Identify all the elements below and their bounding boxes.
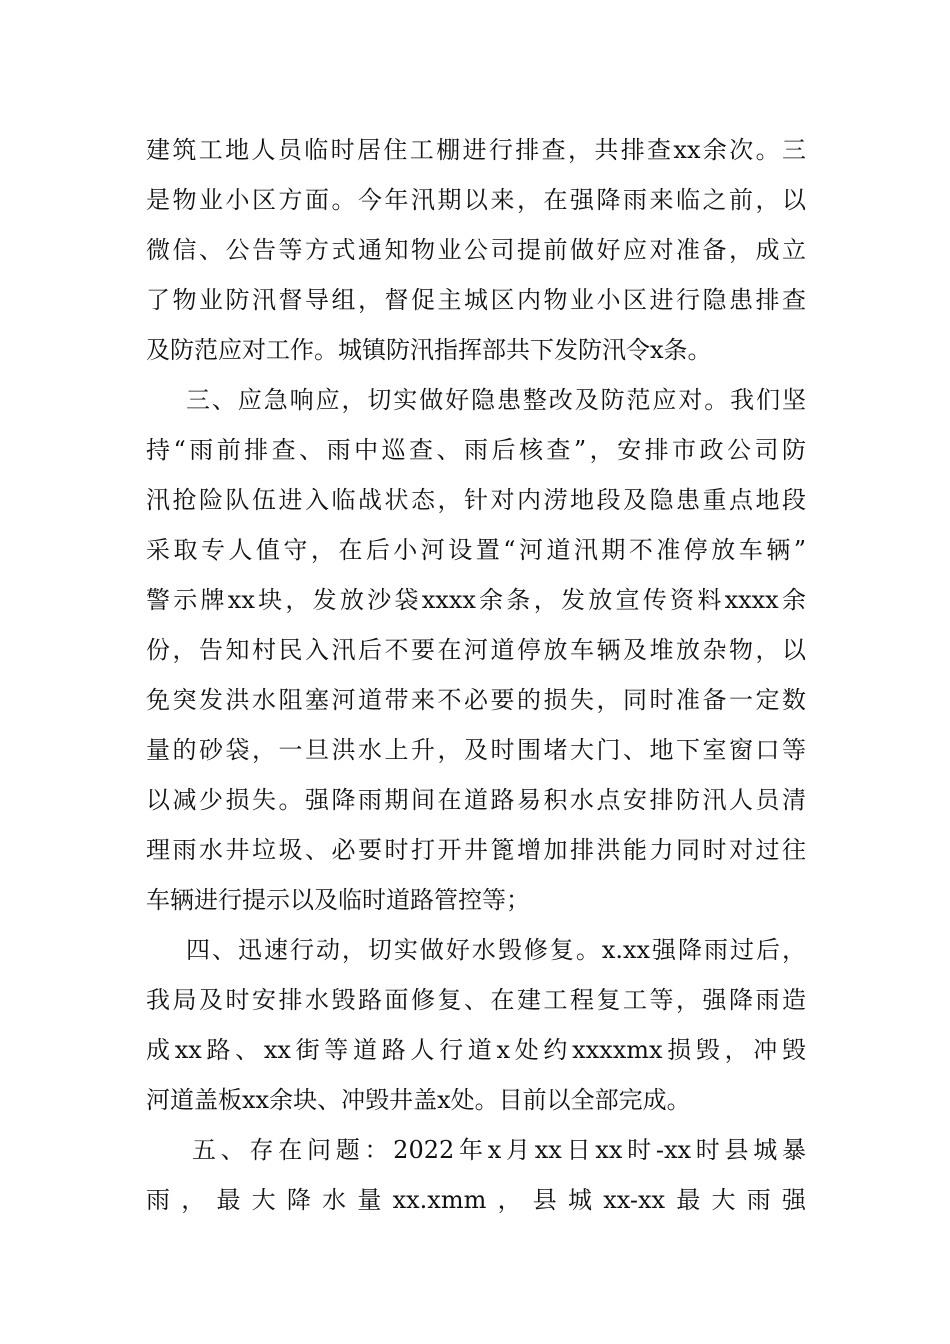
paragraph-line: 微信、公告等方式通知物业公司提前做好应对准备，成立 xyxy=(146,236,806,264)
section-heading-line: 四、迅速行动，切实做好水毁修复。x.xx强降雨过后， xyxy=(186,936,806,964)
paragraph-line: 我局及时安排水毁路面修复、在建工程复工等，强降雨造 xyxy=(146,986,806,1014)
paragraph-line: 车辆进行提示以及临时道路管控等； xyxy=(146,886,530,914)
paragraph-line: 采取专人值守，在后小河设置“河道汛期不准停放车辆” xyxy=(146,536,806,564)
paragraph-line: 雨，最大降水量xx.xmm，县城xx-xx最大雨强 xyxy=(146,1186,806,1214)
section-heading-line: 三、应急响应，切实做好隐患整改及防范应对。我们坚 xyxy=(186,386,806,414)
paragraph-line: 免突发洪水阻塞河道带来不必要的损失，同时准备一定数 xyxy=(146,686,806,714)
paragraph-line: 量的砂袋，一旦洪水上升，及时围堵大门、地下室窗口等 xyxy=(146,736,806,764)
paragraph-line: 及防范应对工作。城镇防汛指挥部共下发防汛令x条。 xyxy=(146,336,712,364)
paragraph-line: 份，告知村民入汛后不要在河道停放车辆及堆放杂物，以 xyxy=(146,636,806,664)
paragraph-line: 河道盖板xx余块、冲毁井盖x处。目前以全部完成。 xyxy=(146,1086,691,1114)
paragraph-line: 持“雨前排查、雨中巡查、雨后核查”，安排市政公司防 xyxy=(146,436,806,464)
paragraph-line: 理雨水井垃圾、必要时打开井篦增加排洪能力同时对过往 xyxy=(146,836,806,864)
paragraph-line: 警示牌xx块，发放沙袋xxxx余条，发放宣传资料xxxx余 xyxy=(146,586,806,614)
paragraph-line: 了物业防汛督导组，督促主城区内物业小区进行隐患排查 xyxy=(146,286,806,314)
paragraph-line: 以减少损失。强降雨期间在道路易积水点安排防汛人员清 xyxy=(146,786,806,814)
paragraph-line: 成xx路、xx街等道路人行道x处约xxxxmx损毁，冲毁 xyxy=(146,1036,806,1064)
section-heading-line: 五、存在问题：2022年x月xx日xx时-xx时县城暴 xyxy=(192,1136,806,1164)
paragraph-line: 汛抢险队伍进入临战状态，针对内涝地段及隐患重点地段 xyxy=(146,486,806,514)
paragraph-line: 是物业小区方面。今年汛期以来，在强降雨来临之前，以 xyxy=(146,186,806,214)
paragraph-line: 建筑工地人员临时居住工棚进行排查，共排查xx余次。三 xyxy=(146,136,806,164)
